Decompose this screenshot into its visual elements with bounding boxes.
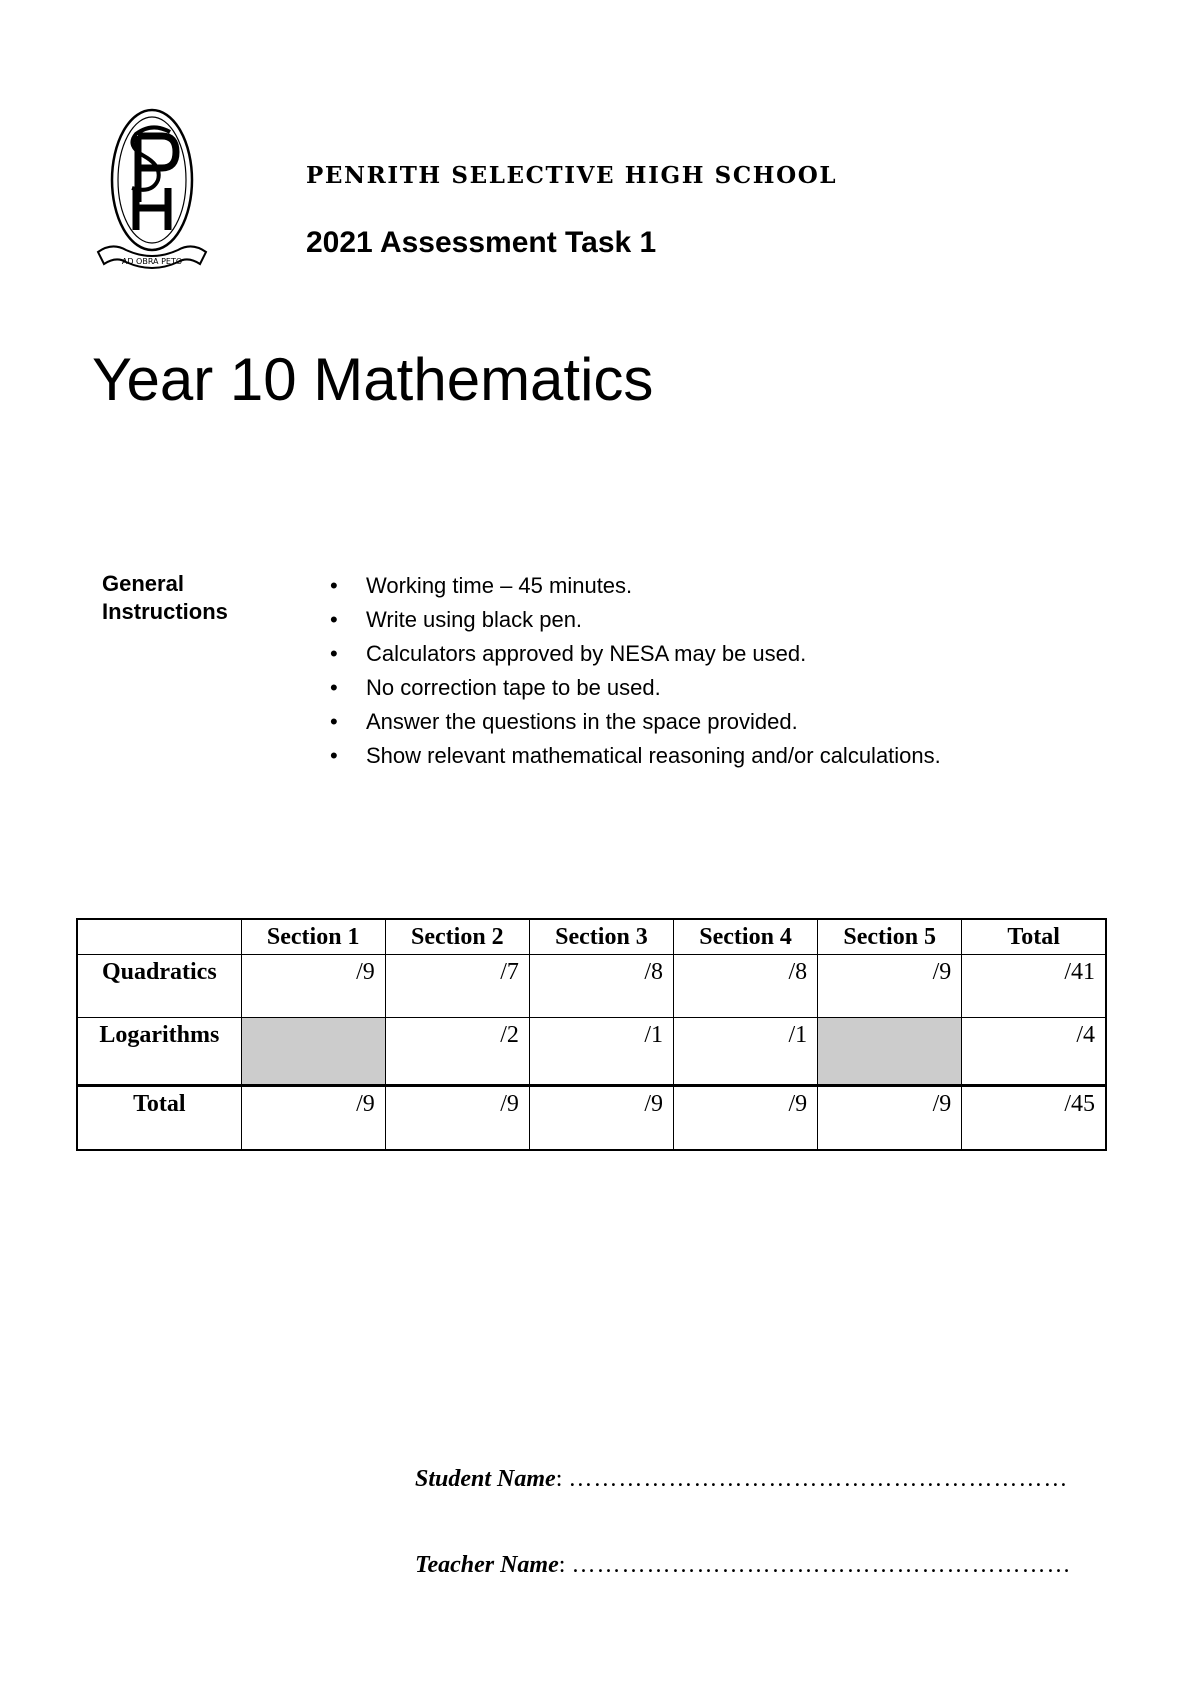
bullet-icon: • xyxy=(330,607,338,632)
mark-cell: /8 xyxy=(529,955,673,1018)
instructions-list xyxy=(330,572,941,776)
mark-cell: /1 xyxy=(529,1018,673,1086)
bullet-icon: • xyxy=(330,709,338,734)
list-item xyxy=(330,708,941,742)
teacher-name-dotted-line[interactable]: …………………………………………………… xyxy=(571,1552,1072,1578)
teacher-name-field[interactable] xyxy=(415,1552,1115,1579)
mark-cell: /45 xyxy=(962,1086,1106,1151)
shaded-cell xyxy=(818,1018,962,1086)
mark-cell: /9 xyxy=(241,955,385,1018)
page-title: Year 10 Mathematics xyxy=(92,346,654,413)
instruction-text: Answer the questions in the space provided. xyxy=(366,709,798,734)
list-item xyxy=(330,640,941,674)
column-header: Total xyxy=(962,919,1106,955)
general-instructions-heading xyxy=(102,570,282,626)
heading-line-2: Instructions xyxy=(102,599,228,624)
crest-motto: AD OBRA PETO xyxy=(121,257,183,266)
student-name-field[interactable] xyxy=(415,1466,1115,1493)
school-name: PENRITH SELECTIVE HIGH SCHOOL xyxy=(306,162,838,189)
column-header: Section 5 xyxy=(818,919,962,955)
mark-cell: /7 xyxy=(385,955,529,1018)
mark-cell: /2 xyxy=(385,1018,529,1086)
instruction-text: Write using black pen. xyxy=(366,607,583,632)
row-label: Total xyxy=(77,1086,241,1151)
colon: : xyxy=(558,1552,566,1578)
instruction-text: Show relevant mathematical reasoning and/or calculations. xyxy=(366,743,941,768)
list-item xyxy=(330,674,941,708)
table-row xyxy=(77,1018,1106,1086)
row-label: Quadratics xyxy=(77,955,241,1018)
list-item xyxy=(330,606,941,640)
colon: : xyxy=(555,1466,563,1492)
list-item xyxy=(330,742,941,776)
table-header-row xyxy=(77,919,1106,955)
mark-cell: /9 xyxy=(241,1086,385,1151)
assessment-task-title: 2021 Assessment Task 1 xyxy=(306,226,657,259)
mark-cell: /9 xyxy=(385,1086,529,1151)
column-header: Section 2 xyxy=(385,919,529,955)
student-name-label: Student Name xyxy=(415,1466,556,1492)
bullet-icon: • xyxy=(330,675,338,700)
school-crest-logo xyxy=(92,104,212,276)
table-row xyxy=(77,1086,1106,1151)
bullet-icon: • xyxy=(330,641,338,666)
column-header xyxy=(77,919,241,955)
shaded-cell xyxy=(241,1018,385,1086)
student-name-dotted-line[interactable]: …………………………………………………… xyxy=(568,1466,1069,1492)
bullet-icon: • xyxy=(330,743,338,768)
mark-cell: /1 xyxy=(674,1018,818,1086)
mark-cell: /9 xyxy=(818,955,962,1018)
table-row xyxy=(77,955,1106,1018)
mark-cell: /9 xyxy=(674,1086,818,1151)
mark-cell: /8 xyxy=(674,955,818,1018)
list-item xyxy=(330,572,941,606)
column-header: Section 4 xyxy=(674,919,818,955)
mark-cell: /9 xyxy=(818,1086,962,1151)
bullet-icon: • xyxy=(330,573,338,598)
teacher-name-label: Teacher Name xyxy=(415,1552,559,1578)
mark-cell: /4 xyxy=(962,1018,1106,1086)
instruction-text: Calculators approved by NESA may be used. xyxy=(366,641,807,666)
heading-line-1: General xyxy=(102,571,184,596)
instruction-text: No correction tape to be used. xyxy=(366,675,661,700)
column-header: Section 3 xyxy=(529,919,673,955)
column-header: Section 1 xyxy=(241,919,385,955)
marks-table xyxy=(76,918,1107,1151)
row-label: Logarithms xyxy=(77,1018,241,1086)
mark-cell: /41 xyxy=(962,955,1106,1018)
mark-cell: /9 xyxy=(529,1086,673,1151)
instruction-text: Working time – 45 minutes. xyxy=(366,573,633,598)
